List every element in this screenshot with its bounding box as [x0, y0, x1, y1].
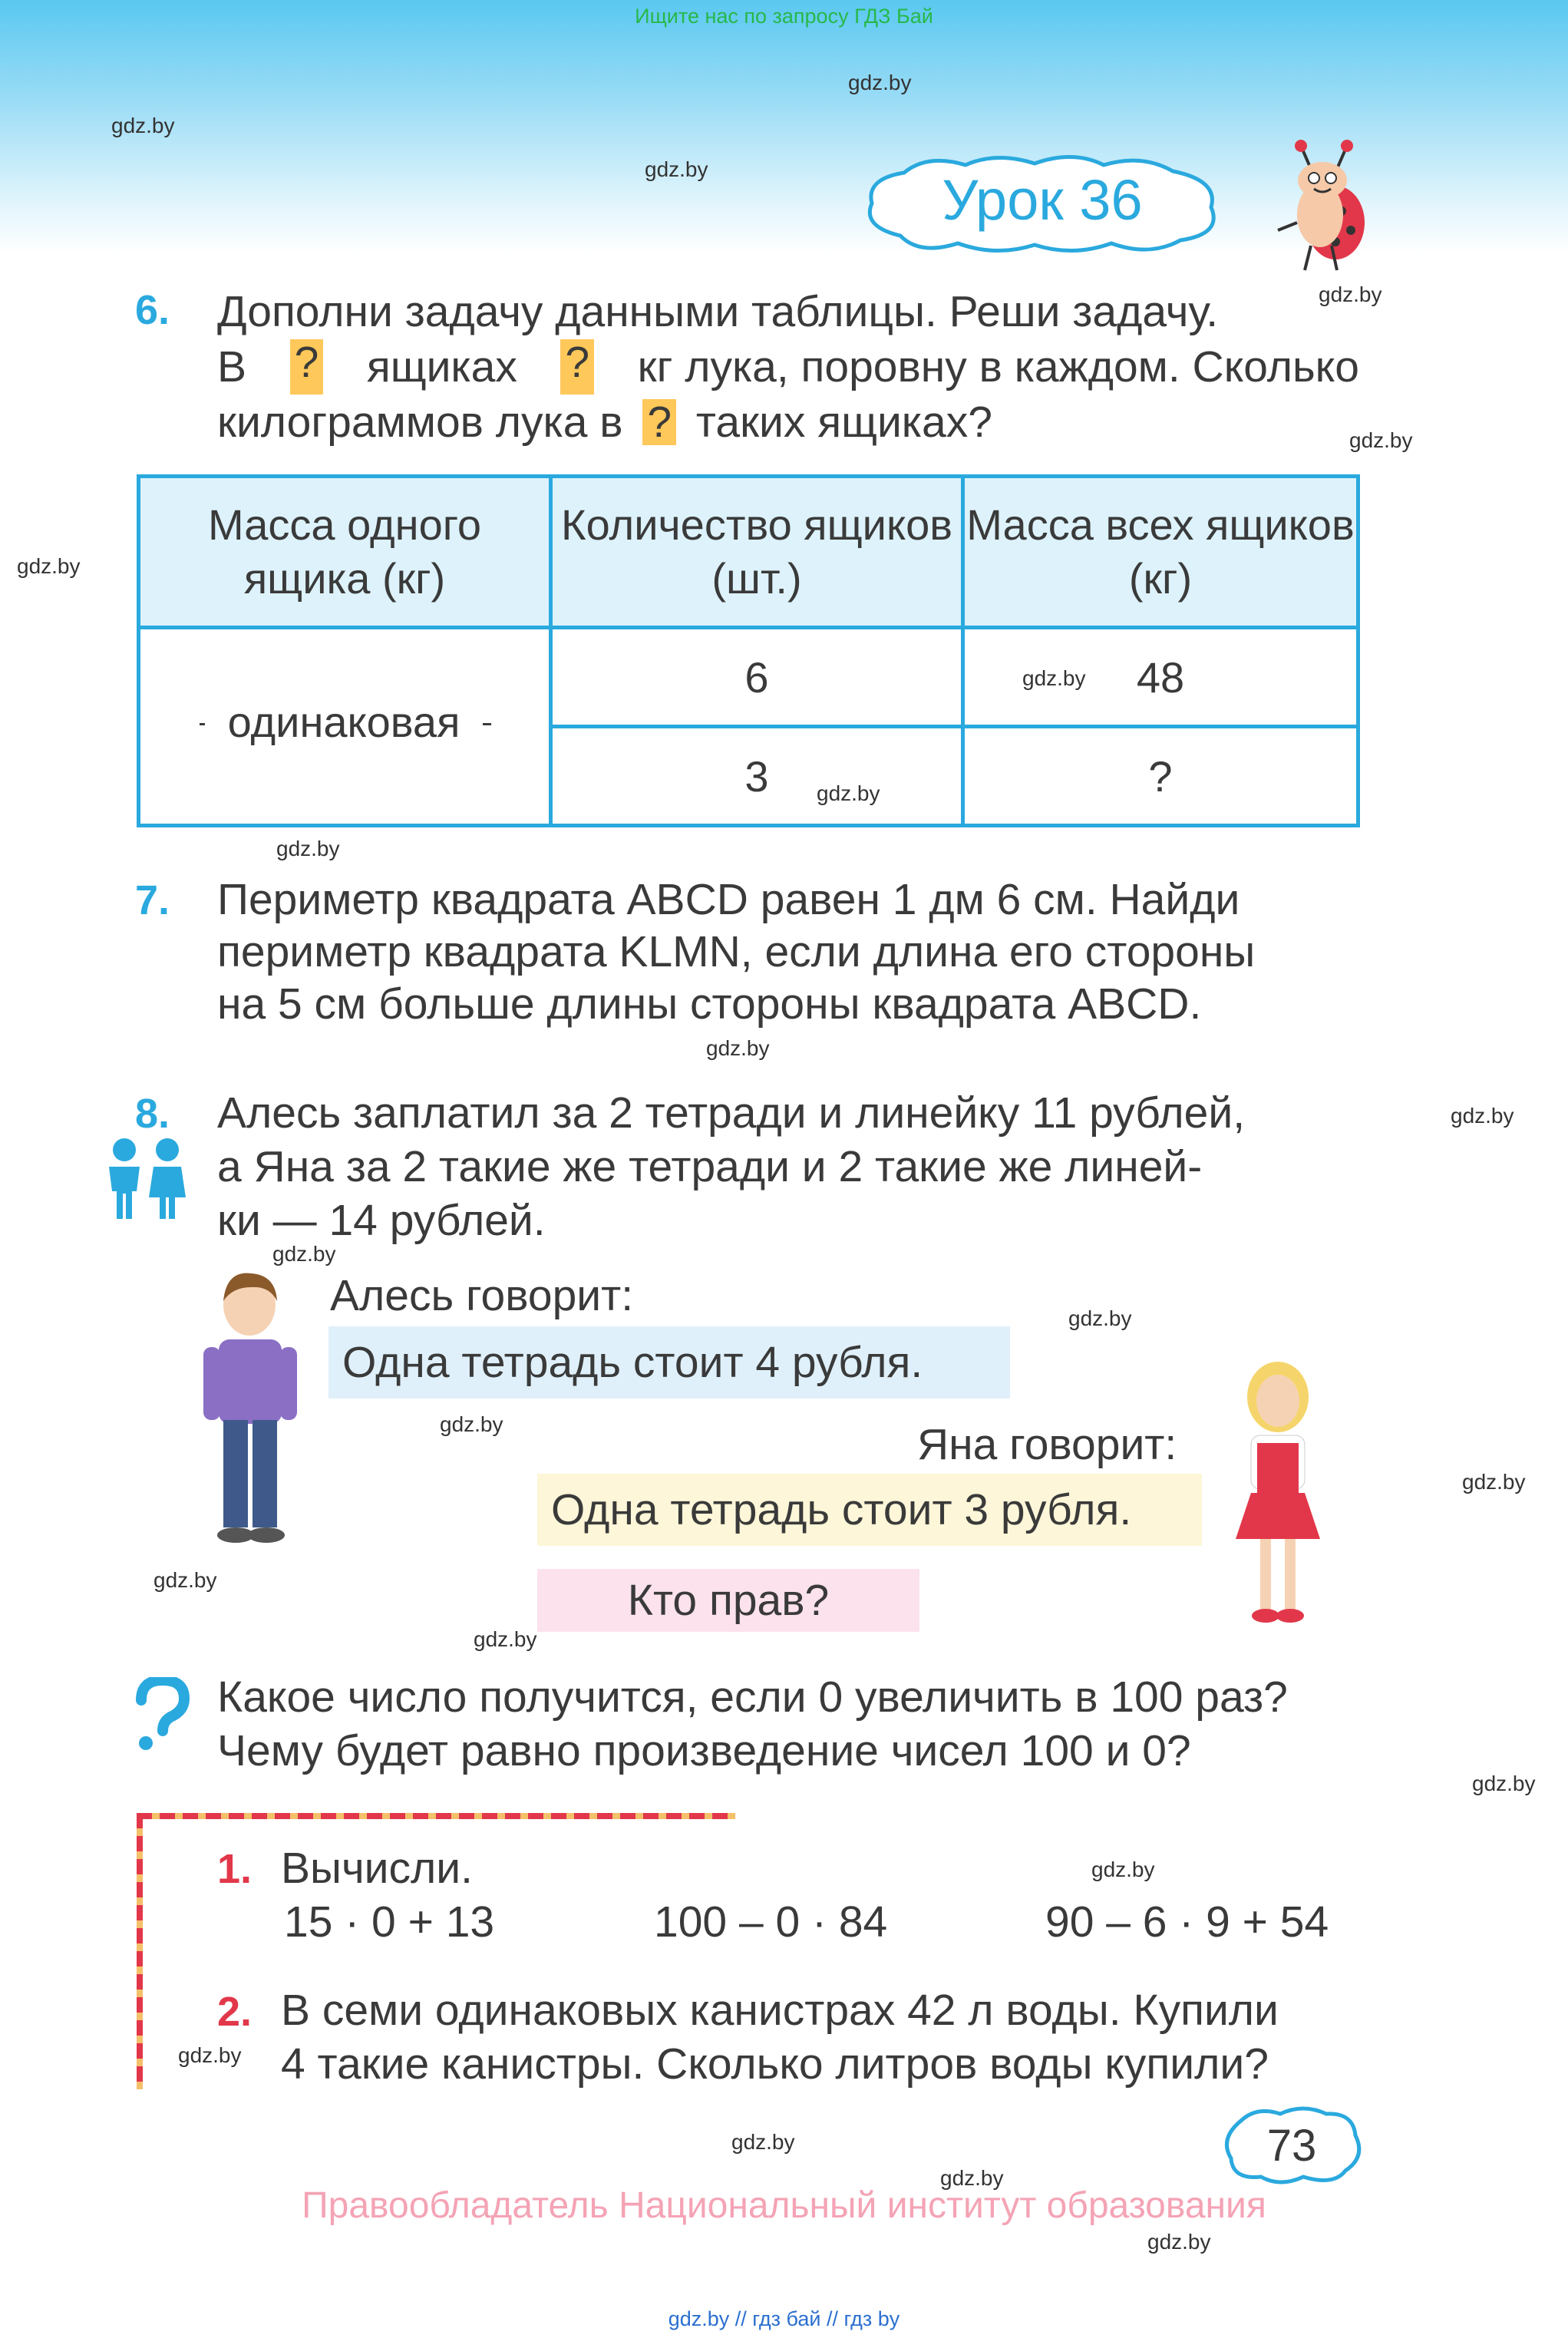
- task-line: периметр квадрата KLMN, если длина его стороны: [217, 927, 1256, 976]
- pair-work-icon: [100, 1136, 192, 1220]
- watermark: gdz.by: [1451, 1104, 1514, 1128]
- table-cell: 6: [551, 628, 963, 727]
- ales-quote: Одна тетрадь стоит 4 рубля.: [328, 1326, 1010, 1399]
- watermark: gdz.by: [440, 1412, 503, 1436]
- puzzle-line: Чему будет равно произведение чисел 100 и 0?: [217, 1726, 1191, 1775]
- text-fragment: таких ящиках?: [695, 398, 992, 447]
- question-box: ?: [642, 399, 676, 445]
- table-header-row: [139, 477, 1358, 628]
- watermark: gdz.by: [1091, 1858, 1155, 1881]
- expression: 100 – 0 · 84: [654, 1897, 888, 1947]
- who-is-right: Кто прав?: [537, 1569, 919, 1632]
- table-cell: 48: [963, 628, 1358, 727]
- watermark: gdz.by: [1147, 2230, 1211, 2254]
- table-header: Масса всех ящиков (кг): [963, 477, 1358, 628]
- watermark: gdz.by: [1462, 1470, 1526, 1494]
- task-line: ки — 14 рублей.: [217, 1196, 546, 1245]
- puzzle-line: Какое число получится, если 0 увеличить в 100 раз?: [217, 1673, 1288, 1722]
- table-header: Масса одного ящика (кг): [139, 477, 551, 628]
- expression: 90 – 6 · 9 + 54: [1045, 1897, 1329, 1947]
- lesson-title: Урок 36: [942, 168, 1143, 232]
- homework-frame-top: [137, 1813, 735, 1819]
- task-line: на 5 см больше длины стороны квадрата ABCD.: [217, 979, 1202, 1029]
- watermark: gdz.by: [645, 157, 708, 181]
- watermark: gdz.by: [1022, 666, 1086, 690]
- text-fragment: В: [217, 342, 247, 391]
- copyright-footer: Правообладатель Национальный институт образования: [302, 2185, 1266, 2226]
- table-header: Количество ящиков (шт.): [551, 477, 963, 628]
- watermark: gdz.by: [272, 1242, 336, 1266]
- task-number: 6.: [135, 287, 170, 333]
- watermark: gdz.by: [1349, 428, 1413, 452]
- task-number: 8.: [135, 1091, 170, 1137]
- ales-says: Алесь говорит:: [330, 1271, 634, 1320]
- homework-title: Вычисли.: [281, 1844, 473, 1893]
- same-label-text: одинаковая: [205, 698, 484, 746]
- boy-illustration: [196, 1270, 311, 1547]
- task-text: [217, 284, 1368, 450]
- table-cell: ?: [963, 727, 1358, 826]
- watermark: gdz.by: [17, 554, 81, 578]
- yana-says: Яна говорит:: [917, 1420, 1177, 1469]
- watermark: gdz.by: [1068, 1306, 1132, 1330]
- homework-line: 4 такие канистры. Сколько литров воды купили?: [281, 2039, 1269, 2089]
- data-table: [137, 474, 1360, 827]
- watermark: gdz.by: [153, 1568, 217, 1592]
- watermark: gdz.by: [474, 1627, 537, 1651]
- task-line: Алесь заплатил за 2 тетради и линейку 11 рублей,: [217, 1088, 1246, 1138]
- watermark: gdz.by: [276, 837, 340, 860]
- task-text: [217, 873, 1368, 1030]
- bottom-links[interactable]: gdz.by // гдз бай // гдз by: [668, 2307, 900, 2330]
- ladybug-icon: [1274, 138, 1374, 276]
- expression: 15 · 0 + 13: [284, 1897, 495, 1947]
- watermark: gdz.by: [1319, 282, 1382, 306]
- task-number: 7.: [135, 877, 170, 923]
- top-search-link[interactable]: Ищите нас по запросу ГДЗ Бай: [635, 5, 933, 28]
- task-line: [217, 395, 1368, 450]
- question-mark-icon: [130, 1677, 192, 1754]
- question-box: ?: [290, 339, 324, 395]
- same-label: [137, 697, 551, 747]
- task-line: Периметр квадрата ABCD равен 1 дм 6 см. Найди: [217, 875, 1240, 924]
- watermark: gdz.by: [848, 71, 912, 94]
- task-text: [217, 1086, 1368, 1247]
- page-number: 73: [1266, 2121, 1317, 2171]
- watermark: gdz.by: [940, 2166, 1004, 2190]
- task-line: а Яна за 2 такие же тетради и 2 такие же линей-: [217, 1142, 1203, 1191]
- text-fragment: ящиках: [366, 342, 517, 391]
- watermark: gdz.by: [731, 2130, 795, 2154]
- text-fragment: килограммов лука в: [217, 398, 623, 447]
- yana-quote: Одна тетрадь стоит 3 рубля.: [537, 1474, 1202, 1546]
- watermark: gdz.by: [817, 781, 880, 805]
- watermark: gdz.by: [178, 2043, 242, 2067]
- text-fragment: кг лука, поровну в каждом. Сколько: [637, 342, 1359, 391]
- watermark: gdz.by: [1472, 1772, 1536, 1795]
- homework-frame-left: [137, 1813, 143, 2089]
- girl-illustration: [1220, 1359, 1335, 1635]
- homework-number: 1.: [217, 1846, 253, 1892]
- homework-line: В семи одинаковых канистрах 42 л воды. Купили: [281, 1986, 1279, 2035]
- table-cell: 3: [551, 727, 963, 826]
- homework-text: [281, 1983, 1371, 2091]
- watermark: gdz.by: [706, 1036, 770, 1060]
- task-line: [217, 339, 1359, 395]
- watermark: gdz.by: [111, 114, 175, 137]
- puzzle-text: [217, 1670, 1368, 1778]
- task-line: Дополни задачу данными таблицы. Реши задачу.: [217, 287, 1219, 336]
- question-box: ?: [560, 339, 594, 395]
- homework-number: 2.: [217, 1989, 253, 2035]
